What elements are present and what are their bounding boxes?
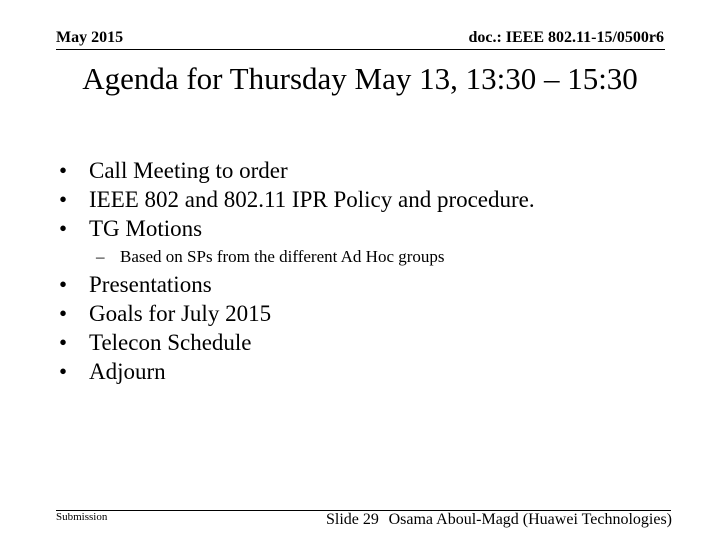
agenda-item-label: IEEE 802 and 802.11 IPR Policy and procedure. [89,187,535,212]
footer-submission: Submission [56,511,108,523]
agenda-item-label: TG Motions [89,216,203,241]
dash-icon: – [96,247,105,266]
footer-slide-number: Slide 29 [326,511,379,528]
agenda-sub-item [56,246,676,268]
bullet-icon: • [59,359,68,384]
agenda-item-label: Adjourn [89,359,166,384]
bullet-icon: • [59,187,68,212]
agenda-item [56,185,676,214]
agenda-item [56,156,676,185]
slide-title: Agenda for Thursday May 13, 13:30 – 15:30 [82,61,638,96]
header-divider [56,49,665,50]
agenda-item-label: Presentations [89,272,212,297]
agenda-item [56,328,676,357]
bullet-icon: • [59,330,68,355]
agenda-body [56,156,676,386]
header-date: May 2015 [56,29,124,46]
agenda-item-label: Telecon Schedule [89,330,252,355]
agenda-item-label: Goals for July 2015 [89,301,272,326]
agenda-item-label: Call Meeting to order [89,158,288,183]
header-doc-id: doc.: IEEE 802.11-15/0500r6 [468,29,664,46]
agenda-list-top [56,156,676,243]
agenda-item [56,299,676,328]
agenda-sub-item-label: Based on SPs from the different Ad Hoc groups [120,247,445,266]
agenda-item [56,214,676,243]
bullet-icon: • [59,216,68,241]
bullet-icon: • [59,158,68,183]
agenda-list-bottom [56,270,676,386]
bullet-icon: • [59,272,68,297]
footer-author: Osama Aboul-Magd (Huawei Technologies) [388,511,672,528]
bullet-icon: • [59,301,68,326]
agenda-item [56,270,676,299]
agenda-item [56,357,676,386]
